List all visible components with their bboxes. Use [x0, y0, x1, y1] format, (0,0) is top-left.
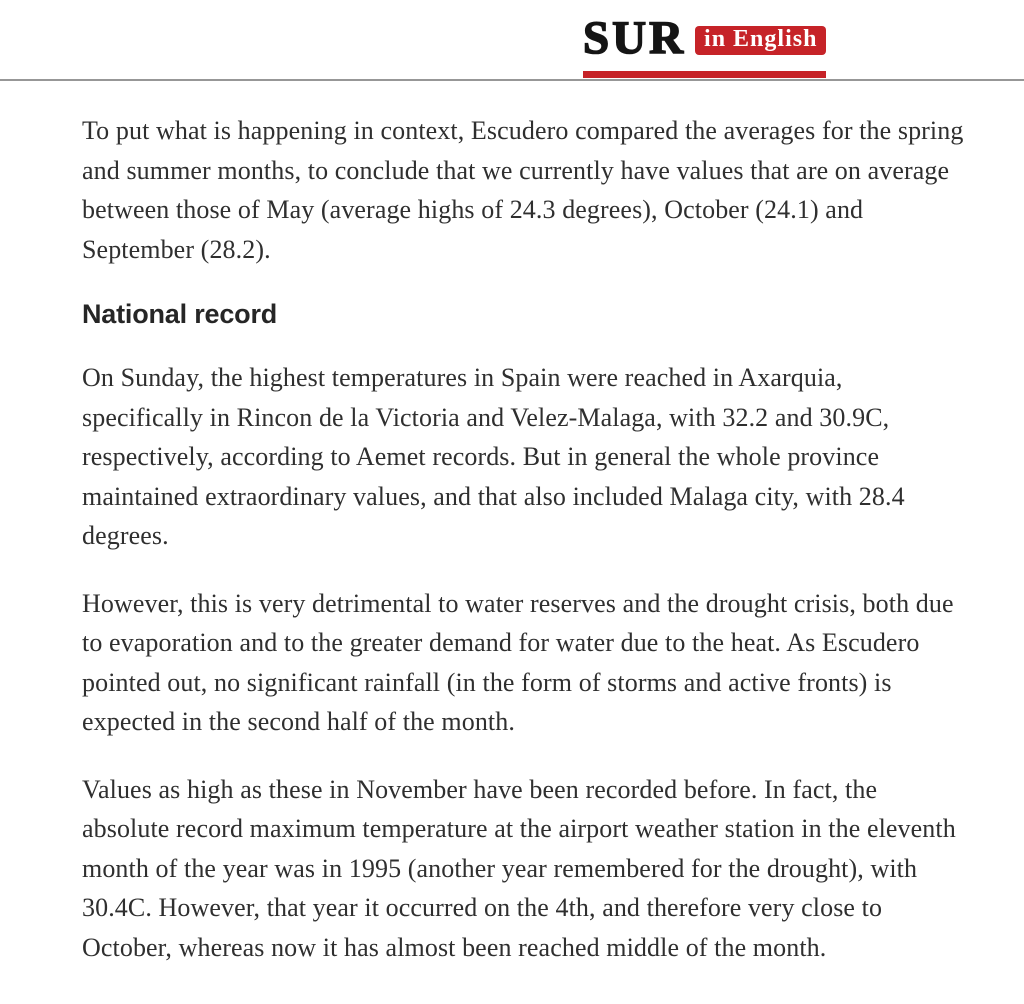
paragraph-november-record: Values as high as these in November have been recorded before. In fact, the absolute record maximum temperature at the airport weather station in the eleventh month of the year was in 1995 (another year remembered for the drought), with 30.4C. However, that year it occurred on the 4th, and therefore very close to October, whereas now it has almost been reached middle of the month.	[82, 774, 956, 962]
site-header	[0, 0, 1024, 81]
logo-underline-bar	[583, 71, 826, 78]
section-heading-national-record: National record	[82, 299, 278, 329]
sur-in-english-logo[interactable]	[583, 12, 826, 78]
article-body	[82, 111, 964, 967]
paragraph-context-averages: To put what is happening in context, Escudero compared the averages for the spring and summer months, to conclude that we currently have values that are on average between those of May (average highs of 24.3 degrees), October (24.1) and September (28.2).	[82, 116, 964, 264]
logo-row	[583, 12, 826, 64]
in-english-badge: in English	[695, 26, 826, 55]
sur-wordmark: SUR	[583, 12, 687, 64]
paragraph-sunday-temperatures: On Sunday, the highest temperatures in Spain were reached in Axarquia, specifically in Rincon de la Victoria and Velez-Malaga, with 32.2 and 30.9C, respectively, according to Aemet records. But in general the whole province maintained extraordinary values, and that also included Malaga city, with 28.4 degrees.	[82, 363, 905, 550]
paragraph-water-reserves: However, this is very detrimental to water reserves and the drought crisis, both due to evaporation and to the greater demand for water due to the heat. As Escudero pointed out, no significant rainfall (in the form of storms and active fronts) is expected in the second half of the month.	[82, 588, 954, 736]
